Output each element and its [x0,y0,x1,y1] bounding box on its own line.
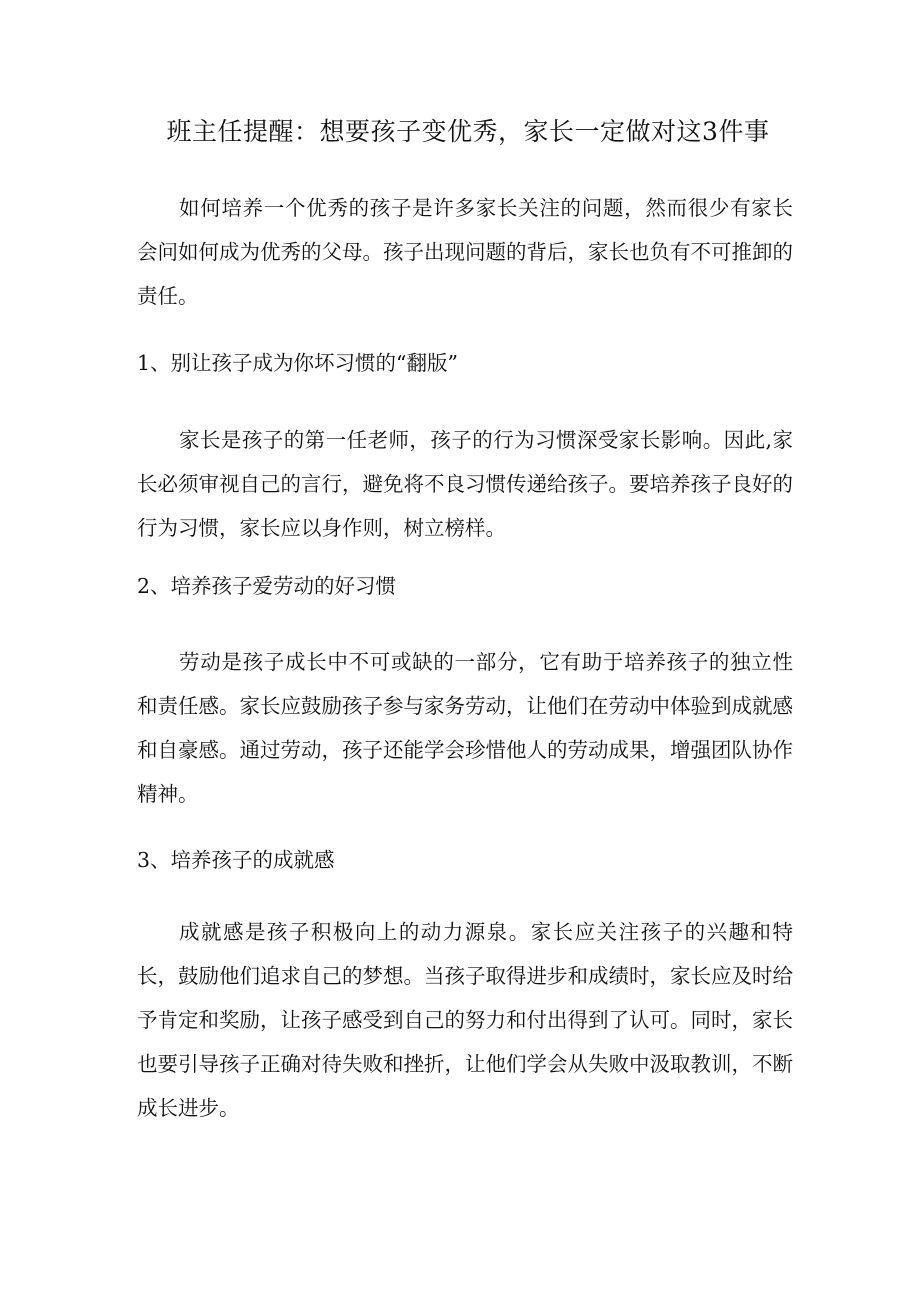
section-body-2: 劳动是孩子成长中不可或缺的一部分，它有助于培养孩子的独立性和责任感。家长应鼓励孩子参与家务劳动，让他们在劳动中体验到成就感和自豪感。通过劳动，孩子还能学会珍惜他人的劳动成果，增强团队协作精神。 [137,650,793,806]
section-heading-1: 1、别让孩子成为你坏习惯的“翻版” [137,351,459,375]
section-body-1: 家长是孩子的第一任老师，孩子的行为习惯深受家长影响。因此,家长必须审视自己的言行，避免将不良习惯传递给孩子。要培养孩子良好的行为习惯，家长应以身作则，树立榜样。 [137,428,793,540]
section-heading-2: 2、培养孩子爱劳动的好习惯 [137,574,397,598]
intro-paragraph: 如何培养一个优秀的孩子是许多家长关注的问题，然而很少有家长会问如何成为优秀的父母。孩子出现问题的背后，家长也负有不可推卸的责任。 [137,196,793,308]
section-heading-3: 3、培养孩子的成就感 [137,848,335,872]
document-title: 班主任提醒：想要孩子变优秀，家长一定做对这3件事 [166,117,770,146]
section-body-3: 成就感是孩子积极向上的动力源泉。家长应关注孩子的兴趣和特长，鼓励他们追求自己的梦想。当孩子取得进步和成绩时，家长应及时给予肯定和奖励，让孩子感受到自己的努力和付出得到了认可。同时，家长也要引导孩子正确对待失败和挫折，让他们学会从失败中汲取教训，不断成长进步。 [137,920,793,1120]
